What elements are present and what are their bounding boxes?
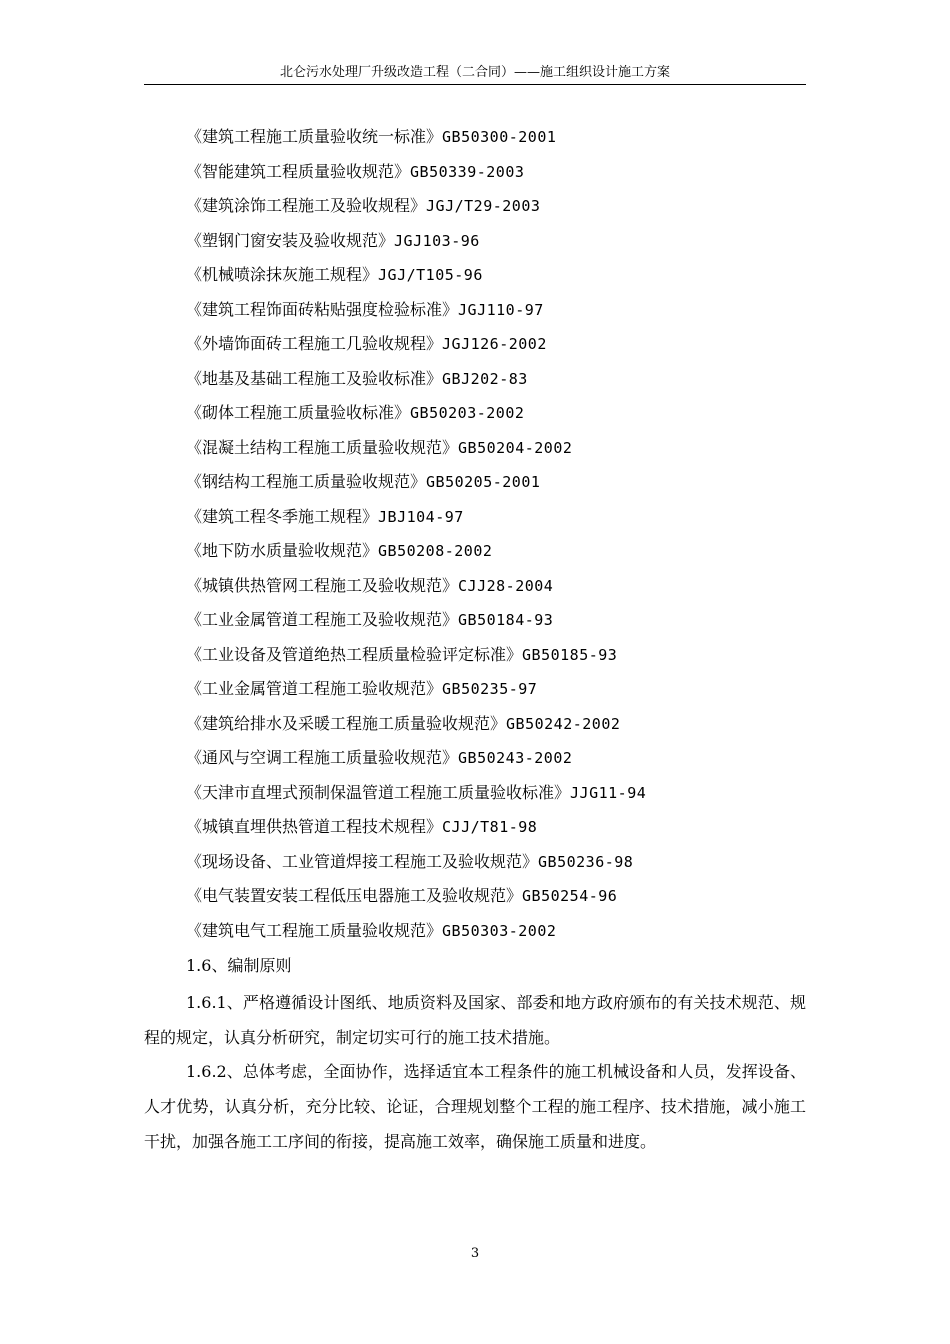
standard-code: GBJ202-83 bbox=[442, 369, 528, 388]
standard-name: 《建筑工程冬季施工规程》 bbox=[186, 506, 379, 526]
standard-name: 《城镇直埋供热管道工程技术规程》 bbox=[186, 817, 443, 836]
standard-code: JGJ126-2002 bbox=[442, 335, 547, 353]
standard-item bbox=[186, 227, 826, 262]
standard-item bbox=[186, 917, 826, 952]
standard-name: 《通风与空调工程施工质量验收规范》 bbox=[186, 748, 459, 767]
standard-code: GB50243-2002 bbox=[458, 749, 573, 767]
standard-item bbox=[186, 572, 826, 607]
standard-code: GB50204-2002 bbox=[458, 438, 573, 457]
standard-name: 《地基及基础工程施工及验收标准》 bbox=[186, 368, 443, 388]
standard-item bbox=[186, 158, 826, 193]
standard-name: 《天津市直埋式预制保温管道工程施工质量验收标准》 bbox=[186, 782, 571, 802]
standard-name: 《机械喷涂抹灰施工规程》 bbox=[186, 265, 379, 284]
standard-item bbox=[186, 882, 826, 917]
standard-name: 《建筑工程施工质量验收统一标准》 bbox=[186, 127, 443, 146]
standard-name: 《建筑给排水及采暖工程施工质量验收规范》 bbox=[186, 713, 507, 733]
standard-item bbox=[186, 296, 826, 331]
standard-item bbox=[186, 503, 826, 538]
standard-code: JJG11-94 bbox=[570, 783, 647, 802]
standard-name: 《工业金属管道工程施工及验收规范》 bbox=[186, 610, 459, 629]
standard-name: 《混凝土结构工程施工质量验收规范》 bbox=[186, 437, 459, 457]
standard-code: GB50184-93 bbox=[458, 611, 554, 629]
standards-list bbox=[186, 123, 826, 951]
standard-code: GB50242-2002 bbox=[506, 714, 621, 733]
standard-name: 《建筑涂饰工程施工及验收规程》 bbox=[186, 196, 427, 215]
standard-code: JGJ110-97 bbox=[458, 300, 544, 319]
standard-item bbox=[186, 848, 826, 883]
standard-code: GB50205-2001 bbox=[426, 473, 541, 491]
paragraph bbox=[144, 1054, 806, 1159]
standard-name: 《现场设备、工业管道焊接工程施工及验收规范》 bbox=[186, 851, 539, 871]
standard-name: 《工业金属管道工程施工验收规范》 bbox=[186, 679, 443, 698]
standard-name: 《建筑电气工程施工质量验收规范》 bbox=[186, 920, 443, 940]
standard-name: 《工业设备及管道绝热工程质量检验评定标准》 bbox=[186, 644, 523, 664]
paragraph-text: 1.6.2、总体考虑，全面协作，选择适宜本工程条件的施工机械设备和人员，发挥设备、人才优势，认真分析，充分比较、论证，合理规划整个工程的施工程序、技术措施，减小施工干扰，加强各施工工序间的衔接，提高施工效率，确保施工质量和进度。 bbox=[144, 1062, 806, 1151]
standard-name: 《外墙饰面砖工程施工几验收规程》 bbox=[186, 334, 443, 353]
standard-item bbox=[186, 261, 826, 296]
standard-item bbox=[186, 468, 826, 503]
standard-item bbox=[186, 192, 826, 227]
standard-name: 《地下防水质量验收规范》 bbox=[186, 541, 379, 560]
standard-item bbox=[186, 675, 826, 710]
standard-item bbox=[186, 606, 826, 641]
standard-name: 《砌体工程施工质量验收标准》 bbox=[186, 403, 411, 422]
standard-name: 《智能建筑工程质量验收规范》 bbox=[186, 161, 411, 181]
standard-name: 《建筑工程饰面砖粘贴强度检验标准》 bbox=[186, 299, 459, 319]
standard-item bbox=[186, 641, 826, 676]
paragraph bbox=[144, 985, 806, 1055]
standard-item bbox=[186, 710, 826, 745]
standard-name: 《城镇供热管网工程施工及验收规范》 bbox=[186, 575, 459, 595]
standard-item bbox=[186, 779, 826, 814]
header-title: 北仑污水处理厂升级改造工程（二合同）——施工组织设计施工方案 bbox=[279, 65, 670, 80]
standard-code: GB50254-96 bbox=[522, 887, 618, 905]
standard-code: GB50303-2002 bbox=[442, 921, 557, 940]
section-heading: 1.6、编制原则 bbox=[186, 956, 292, 975]
standard-code: CJJ28-2004 bbox=[458, 576, 554, 595]
standard-code: JGJ103-96 bbox=[394, 231, 480, 250]
standard-item bbox=[186, 365, 826, 400]
standard-code: JGJ/T29-2003 bbox=[426, 197, 541, 215]
standard-code: GB50236-98 bbox=[538, 852, 634, 871]
standard-item bbox=[186, 744, 826, 779]
standard-code: CJJ/T81-98 bbox=[442, 818, 538, 836]
standard-code: GB50185-93 bbox=[522, 645, 618, 664]
standard-code: GB50208-2002 bbox=[378, 542, 493, 560]
standard-code: GB50300-2001 bbox=[442, 128, 557, 146]
standard-item bbox=[186, 123, 826, 158]
standard-name: 《钢结构工程施工质量验收规范》 bbox=[186, 472, 427, 491]
standard-item bbox=[186, 434, 826, 469]
standard-item bbox=[186, 330, 826, 365]
paragraph-text: 1.6.1、严格遵循设计图纸、地质资料及国家、部委和地方政府颁布的有关技术规范、规程的规定，认真分析研究，制定切实可行的施工技术措施。 bbox=[144, 993, 806, 1047]
standard-code: GB50235-97 bbox=[442, 680, 538, 698]
standard-code: JBJ104-97 bbox=[378, 507, 464, 526]
standard-code: JGJ/T105-96 bbox=[378, 266, 483, 284]
page-header bbox=[144, 64, 806, 85]
standard-name: 《塑钢门窗安装及验收规范》 bbox=[186, 230, 395, 250]
standard-code: GB50339-2003 bbox=[410, 162, 525, 181]
standard-code: GB50203-2002 bbox=[410, 404, 525, 422]
standard-name: 《电气装置安装工程低压电器施工及验收规范》 bbox=[186, 886, 523, 905]
standard-item bbox=[186, 813, 826, 848]
standard-item bbox=[186, 399, 826, 434]
page-number: 3 bbox=[470, 1246, 480, 1261]
standard-item bbox=[186, 537, 826, 572]
